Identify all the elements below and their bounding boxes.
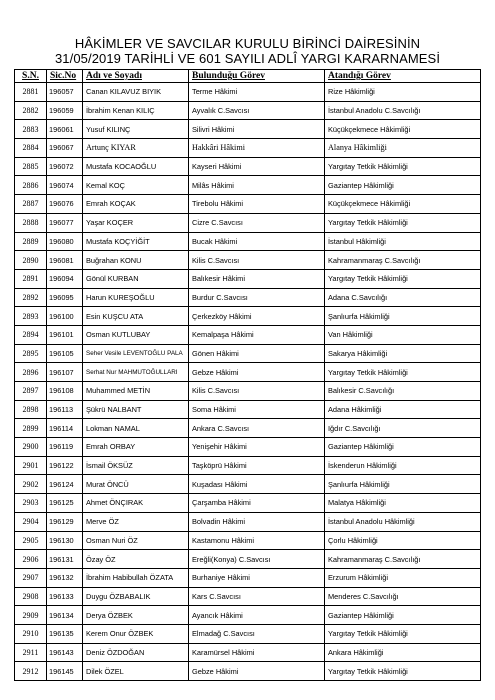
cell-sn: 2887 [15, 195, 47, 214]
table-row [15, 83, 481, 102]
cell-sn: 2903 [15, 494, 47, 513]
cell-name: Kemal KOÇ [83, 176, 189, 195]
table-row [15, 550, 481, 569]
appointment-table [14, 69, 481, 681]
cell-assigned-post: Kahramanmaraş C.Savcılığı [325, 550, 481, 569]
cell-sn: 2910 [15, 624, 47, 643]
cell-sn: 2907 [15, 568, 47, 587]
cell-sn: 2897 [15, 382, 47, 401]
cell-assigned-post: Malatya Hâkimliği [325, 494, 481, 513]
cell-name: Derya ÖZBEK [83, 606, 189, 625]
cell-assigned-post: Gaziantep Hâkimliği [325, 438, 481, 457]
cell-current-post: Soma Hâkimi [189, 400, 325, 419]
cell-current-post: Ereğli(Konya) C.Savcısı [189, 550, 325, 569]
cell-name: Mustafa KOCAOĞLU [83, 157, 189, 176]
cell-sicil-no: 196094 [47, 269, 83, 288]
cell-sn: 2911 [15, 643, 47, 662]
header-assigned-post: Atandığı Görev [325, 70, 481, 83]
cell-sn: 2905 [15, 531, 47, 550]
cell-sicil-no: 196113 [47, 400, 83, 419]
cell-name: Seher Vesile LEVENTOĞLU PALA [83, 344, 189, 363]
cell-assigned-post: Adana Hâkimliği [325, 400, 481, 419]
cell-name: Artunç KIYAR [83, 139, 189, 158]
cell-assigned-post: İstanbul Anadolu C.Savcılığı [325, 101, 481, 120]
cell-current-post: Terme Hâkimi [189, 83, 325, 102]
title-line-1: HÂKİMLER VE SAVCILAR KURULU BİRİNCİ DAİRESİNİN [74, 36, 421, 51]
cell-assigned-post: Küçükçekmece Hâkimliği [325, 195, 481, 214]
cell-sicil-no: 196133 [47, 587, 83, 606]
table-row [15, 139, 481, 158]
cell-sicil-no: 196107 [47, 363, 83, 382]
cell-current-post: Kilis C.Savcısı [189, 382, 325, 401]
table-row [15, 363, 481, 382]
cell-current-post: Çarşamba Hâkimi [189, 494, 325, 513]
cell-assigned-post: Menderes C.Savcılığı [325, 587, 481, 606]
cell-current-post: Gebze Hâkimi [189, 363, 325, 382]
cell-sn: 2889 [15, 232, 47, 251]
cell-sn: 2896 [15, 363, 47, 382]
cell-current-post: Bolvadin Hâkimi [189, 512, 325, 531]
cell-sicil-no: 196108 [47, 382, 83, 401]
cell-sicil-no: 196125 [47, 494, 83, 513]
cell-name: Harun KUREŞOĞLU [83, 288, 189, 307]
table-row [15, 382, 481, 401]
document-title [0, 36, 495, 66]
cell-sicil-no: 196129 [47, 512, 83, 531]
cell-sicil-no: 196114 [47, 419, 83, 438]
cell-sicil-no: 196081 [47, 251, 83, 270]
cell-assigned-post: Sakarya Hâkimliği [325, 344, 481, 363]
cell-name: Yusuf KILINÇ [83, 120, 189, 139]
cell-sicil-no: 196095 [47, 288, 83, 307]
cell-name: Buğrahan KONU [83, 251, 189, 270]
table-row [15, 344, 481, 363]
cell-sicil-no: 196134 [47, 606, 83, 625]
cell-sicil-no: 196132 [47, 568, 83, 587]
cell-sn: 2912 [15, 662, 47, 681]
table-row [15, 419, 481, 438]
cell-assigned-post: Gaziantep Hâkimliği [325, 606, 481, 625]
cell-sicil-no: 196100 [47, 307, 83, 326]
cell-assigned-post: Küçükçekmece Hâkimliği [325, 120, 481, 139]
cell-assigned-post: Balıkesir C.Savcılığı [325, 382, 481, 401]
cell-current-post: Kemalpaşa Hâkimi [189, 325, 325, 344]
cell-sn: 2891 [15, 269, 47, 288]
cell-assigned-post: Alanya Hâkimliği [325, 139, 481, 158]
cell-name: Emrah KOÇAK [83, 195, 189, 214]
table-row [15, 494, 481, 513]
table-row [15, 213, 481, 232]
cell-name: Duygu ÖZBABALIK [83, 587, 189, 606]
cell-sn: 2882 [15, 101, 47, 120]
cell-sn: 2899 [15, 419, 47, 438]
cell-current-post: Ayancık Hâkimi [189, 606, 325, 625]
cell-assigned-post: İskenderun Hâkimliği [325, 456, 481, 475]
cell-sn: 2893 [15, 307, 47, 326]
cell-assigned-post: İstanbul Anadolu Hâkimliği [325, 512, 481, 531]
cell-name: Murat ÖNCÜ [83, 475, 189, 494]
cell-sn: 2898 [15, 400, 47, 419]
cell-assigned-post: Yargıtay Tetkik Hâkimliği [325, 363, 481, 382]
table-row [15, 325, 481, 344]
table-row [15, 587, 481, 606]
cell-name: Canan KILAVUZ BIYIK [83, 83, 189, 102]
cell-current-post: Yenişehir Hâkimi [189, 438, 325, 457]
table-row [15, 662, 481, 681]
table-row [15, 269, 481, 288]
table-row [15, 232, 481, 251]
cell-current-post: Kastamonu Hâkimi [189, 531, 325, 550]
table-row [15, 400, 481, 419]
cell-current-post: Taşköprü Hâkimi [189, 456, 325, 475]
cell-assigned-post: Yargıtay Tetkik Hâkimliği [325, 662, 481, 681]
cell-name: Osman KUTLUBAY [83, 325, 189, 344]
cell-current-post: Kilis C.Savcısı [189, 251, 325, 270]
cell-name: Dilek ÖZEL [83, 662, 189, 681]
cell-sicil-no: 196076 [47, 195, 83, 214]
cell-sicil-no: 196080 [47, 232, 83, 251]
table-row [15, 475, 481, 494]
cell-sicil-no: 196124 [47, 475, 83, 494]
cell-assigned-post: İstanbul Hâkimliği [325, 232, 481, 251]
table-row [15, 157, 481, 176]
cell-name: Serhat Nur MAHMUTOĞULLARI [83, 363, 189, 382]
cell-sn: 2909 [15, 606, 47, 625]
cell-sicil-no: 196119 [47, 438, 83, 457]
table-row [15, 195, 481, 214]
cell-current-post: Ankara C.Savcısı [189, 419, 325, 438]
cell-assigned-post: Van Hâkimliği [325, 325, 481, 344]
cell-current-post: Silivri Hâkimi [189, 120, 325, 139]
cell-current-post: Hakkâri Hâkimi [189, 139, 325, 158]
cell-sn: 2894 [15, 325, 47, 344]
cell-current-post: Bucak Hâkimi [189, 232, 325, 251]
cell-current-post: Çerkezköy Hâkimi [189, 307, 325, 326]
cell-name: Kerem Onur ÖZBEK [83, 624, 189, 643]
cell-sicil-no: 196143 [47, 643, 83, 662]
cell-sicil-no: 196145 [47, 662, 83, 681]
cell-sicil-no: 196122 [47, 456, 83, 475]
cell-assigned-post: Kahramanmaraş C.Savcılığı [325, 251, 481, 270]
cell-sn: 2900 [15, 438, 47, 457]
cell-sicil-no: 196077 [47, 213, 83, 232]
table-row [15, 176, 481, 195]
cell-sn: 2885 [15, 157, 47, 176]
cell-sicil-no: 196105 [47, 344, 83, 363]
cell-sn: 2884 [15, 139, 47, 158]
cell-current-post: Balıkesir Hâkimi [189, 269, 325, 288]
cell-sn: 2886 [15, 176, 47, 195]
cell-assigned-post: Adana C.Savcılığı [325, 288, 481, 307]
cell-assigned-post: Ankara Hâkimliği [325, 643, 481, 662]
cell-name: Mustafa KOÇYİĞİT [83, 232, 189, 251]
cell-current-post: Kars C.Savcısı [189, 587, 325, 606]
cell-assigned-post: Gaziantep Hâkimliği [325, 176, 481, 195]
cell-current-post: Burdur C.Savcısı [189, 288, 325, 307]
cell-sn: 2904 [15, 512, 47, 531]
cell-sn: 2883 [15, 120, 47, 139]
table-row [15, 512, 481, 531]
cell-sicil-no: 196135 [47, 624, 83, 643]
cell-sicil-no: 196074 [47, 176, 83, 195]
cell-name: İbrahim Kenan KILIÇ [83, 101, 189, 120]
cell-sn: 2906 [15, 550, 47, 569]
header-sn: S.N. [15, 70, 47, 83]
cell-assigned-post: Yargıtay Tetkik Hâkimliği [325, 269, 481, 288]
cell-name: Şükrü NALBANT [83, 400, 189, 419]
table-row [15, 251, 481, 270]
cell-assigned-post: Iğdır C.Savcılığı [325, 419, 481, 438]
cell-sn: 2895 [15, 344, 47, 363]
cell-sn: 2901 [15, 456, 47, 475]
cell-sn: 2908 [15, 587, 47, 606]
table-body [15, 83, 481, 681]
cell-current-post: Cizre C.Savcısı [189, 213, 325, 232]
cell-current-post: Burhaniye Hâkimi [189, 568, 325, 587]
cell-sn: 2902 [15, 475, 47, 494]
cell-assigned-post: Yargıtay Tetkik Hâkimliği [325, 213, 481, 232]
table-row [15, 624, 481, 643]
cell-sicil-no: 196131 [47, 550, 83, 569]
table-row [15, 606, 481, 625]
cell-name: Muhammed METİN [83, 382, 189, 401]
table-row [15, 307, 481, 326]
cell-name: Gönül KURBAN [83, 269, 189, 288]
cell-assigned-post: Yargıtay Tetkik Hâkimliği [325, 624, 481, 643]
table-row [15, 438, 481, 457]
cell-current-post: Karamürsel Hâkimi [189, 643, 325, 662]
cell-sn: 2890 [15, 251, 47, 270]
cell-name: Lokman NAMAL [83, 419, 189, 438]
cell-name: Ahmet ÖNÇIRAK [83, 494, 189, 513]
table-header-row [15, 70, 481, 83]
cell-assigned-post: Rize Hâkimliği [325, 83, 481, 102]
cell-sn: 2881 [15, 83, 47, 102]
cell-assigned-post: Yargıtay Tetkik Hâkimliği [325, 157, 481, 176]
table-row [15, 531, 481, 550]
cell-current-post: Gebze Hâkimi [189, 662, 325, 681]
cell-name: Deniz ÖZDOĞAN [83, 643, 189, 662]
cell-sicil-no: 196130 [47, 531, 83, 550]
cell-current-post: Gönen Hâkimi [189, 344, 325, 363]
cell-sn: 2888 [15, 213, 47, 232]
cell-sicil-no: 196057 [47, 83, 83, 102]
table-row [15, 568, 481, 587]
table-row [15, 288, 481, 307]
cell-sicil-no: 196101 [47, 325, 83, 344]
cell-name: Merve ÖZ [83, 512, 189, 531]
cell-current-post: Kayseri Hâkimi [189, 157, 325, 176]
cell-name: Özay ÖZ [83, 550, 189, 569]
cell-sicil-no: 196061 [47, 120, 83, 139]
cell-sn: 2892 [15, 288, 47, 307]
table-row [15, 643, 481, 662]
cell-current-post: Kuşadası Hâkimi [189, 475, 325, 494]
title-line-2: 31/05/2019 TARİHLİ VE 601 SAYILI ADLÎ YARGI KARARNAMESİ [54, 51, 441, 66]
cell-sicil-no: 196067 [47, 139, 83, 158]
header-current-post: Bulunduğu Görev [189, 70, 325, 83]
cell-current-post: Milâs Hâkimi [189, 176, 325, 195]
cell-assigned-post: Şanlıurfa Hâkimliği [325, 475, 481, 494]
table-row [15, 101, 481, 120]
cell-name: İbrahim Habibullah ÖZATA [83, 568, 189, 587]
cell-name: Emrah ORBAY [83, 438, 189, 457]
cell-name: Esin KUŞCU ATA [83, 307, 189, 326]
cell-current-post: Tirebolu Hâkimi [189, 195, 325, 214]
cell-current-post: Elmadağ C.Savcısı [189, 624, 325, 643]
header-name: Adı ve Soyadı [83, 70, 189, 83]
cell-name: İsmail ÖKSÜZ [83, 456, 189, 475]
cell-assigned-post: Şanlıurfa Hâkimliği [325, 307, 481, 326]
cell-assigned-post: Çorlu Hâkimliği [325, 531, 481, 550]
header-sicil-no: Sic.No [47, 70, 83, 83]
table-row [15, 456, 481, 475]
cell-sicil-no: 196072 [47, 157, 83, 176]
cell-name: Yaşar KOÇER [83, 213, 189, 232]
cell-current-post: Ayvalık C.Savcısı [189, 101, 325, 120]
cell-assigned-post: Erzurum Hâkimliği [325, 568, 481, 587]
table-row [15, 120, 481, 139]
cell-name: Osman Nuri ÖZ [83, 531, 189, 550]
cell-sicil-no: 196059 [47, 101, 83, 120]
